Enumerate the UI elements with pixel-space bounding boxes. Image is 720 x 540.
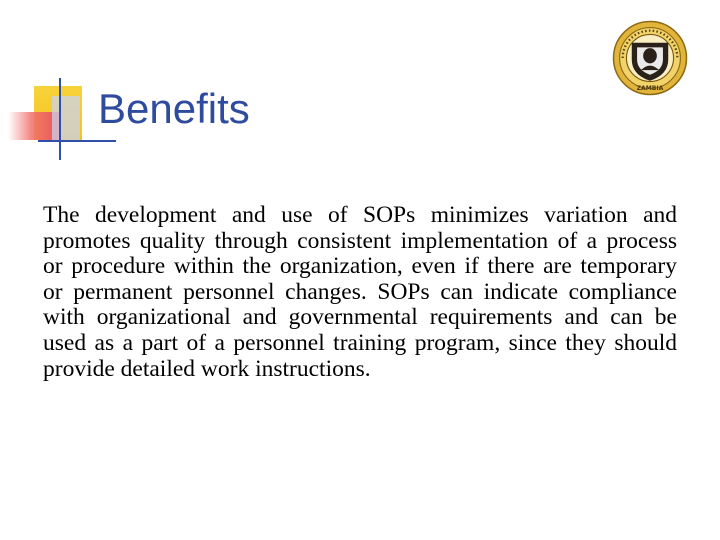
university-seal-icon — [612, 20, 688, 96]
body-paragraph: The development and use of SOPs minimizes variation and promotes quality through consistent implementation of a process or procedure within the organization, even if there are temporary or permanent personnel changes. SOPs can indicate compliance with organizational and governmental requirements and can be used as a part of a personnel training program, since they should provide detailed work instructions. — [43, 202, 677, 382]
slide-title: Benefits — [98, 85, 250, 132]
svg-text:ZAMBIA: ZAMBIA — [636, 84, 664, 92]
